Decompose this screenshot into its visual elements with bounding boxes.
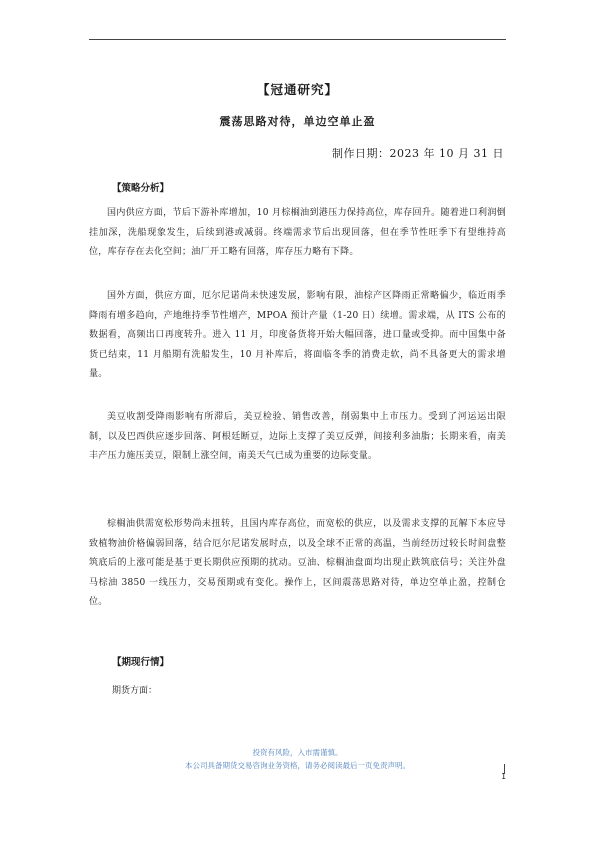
paragraph-palm-oil-outlook: 棕榈油供需宽松形势尚未扭转，且国内库存高位，而宽松的供应，以及需求支撑的瓦解下本应导致植物油价格偏弱回落，结合厄尔尼诺发展时点，以及全球不正常的高温，当前经历过较长时间盘整筑底后的上涨可能是基于更长期供应预期的扰动。豆油、棕榈油盘面均出现止跌筑底信号；关注外盘马棕油 3850 一线压力，交易预期或有变化。操作上，区间震荡思路对待，单边空单止盈，控制仓位。 — [89, 519, 506, 608]
paragraph-domestic-supply: 国内供应方面，节后下游补库增加，10 月棕榈油到港压力保持高位，库存回升。随着进口利润倒挂加深，洗船现象发生，后续到港或减弱。终端需求节后出现回落，但在季节性旺季下有望维持高位，库存存在去化空间；油厂开工略有回落，库存压力略有下降。 — [89, 208, 506, 258]
futures-label: 期货方面： — [112, 686, 158, 696]
qualification-disclaimer: 本公司具备期货交易咨询业务资格，请务必阅读最后一页免责声明。 — [185, 761, 410, 770]
report-date: 制作日期：2023 年 10 月 31 日 — [332, 147, 504, 160]
page-number: 1 — [501, 772, 506, 781]
paragraph-us-soybean: 美豆收割受降雨影响有所滞后，美豆检验、销售改善，削弱集中上市压力。受到了河运运出限制，以及巴西供应逐步回落、阿根廷断豆，边际上支撑了美豆反弹，间接利多油脂；长期来看，南美丰产压力施压美豆，限制上涨空间，南美天气已成为重要的边际变量。 — [89, 412, 506, 462]
section-strategy-heading: 【策略分析】 — [112, 183, 170, 194]
report-title: 震荡思路对待，单边空单止盈 — [219, 115, 376, 128]
brand-title: 【冠通研究】 — [256, 82, 338, 97]
section-market-heading: 【期现行情】 — [112, 657, 170, 668]
paragraph-overseas: 国外方面，供应方面，厄尔尼诺尚未快速发展，影响有限，油棕产区降雨正常略偏少，临近雨季降雨有增多趋向，产地维持季节性增产，MPOA 预计产量（1-20 日）续增。需求端，从 ITS 公布的数据看，高频出口再度转升。进入 11 月，印度备货将开始大幅回落，进口量或受抑。而中国集中备货已结束，11 月船期有洗船发生，10 月补库后，将面临冬季的消费走软，尚不具备更大的需求增量。 — [89, 291, 506, 380]
risk-disclaimer: 投资有风险，入市需谨慎。 — [252, 748, 343, 757]
header-rule — [89, 39, 506, 40]
